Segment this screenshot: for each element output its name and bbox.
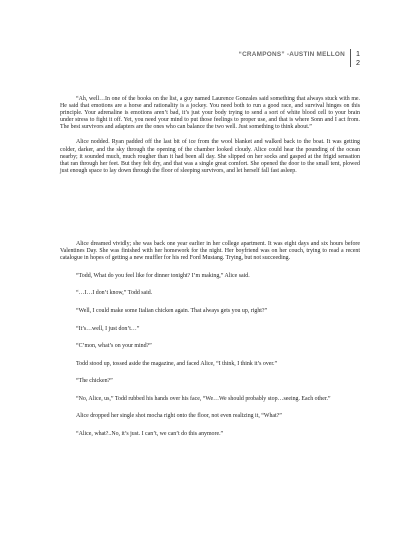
body-text bbox=[60, 96, 360, 438]
running-title: “CRAMPONS” -AUSTIN MELLON bbox=[238, 51, 345, 58]
page-number-1: 1 bbox=[356, 49, 360, 58]
page-number-block bbox=[350, 49, 360, 67]
dialogue-line: “The chicken?” bbox=[76, 378, 113, 385]
page-header bbox=[239, 49, 360, 67]
dialogue-line: Todd stood up, tossed aside the magazine, and faced Alice, “I think, I think it’s over.” bbox=[76, 360, 278, 367]
page-number-2: 2 bbox=[356, 58, 360, 67]
dialogue-line: “It’s…well, I just don’t…” bbox=[76, 325, 140, 332]
paragraph: Alice dreamed vividly; she was back one year earlier in her college apartment. It was eight days and six hours before Valentines Day. She was finished with her homework for the night. Her boyfriend was on her couch, trying to read a recent catalogue in hopes of getting a new muffler for his red Ford Mustang. Trying, but not succeeding. bbox=[60, 240, 360, 262]
paragraph: “Ah, well…In one of the books on the list, a guy named Laurence Gonzales said something that always stuck with me. He said that emotions are a horse and rationality is a jockey. You need both to run a good race, and survival hinges on this principle. Your adrenaline is emotions aren’t bad, it’s just your body trying to send a sort of white blood cell to your brain under stress to fight it off. Yet, you need your mind to put those feelings to proper use, and that is where Sonn and I act from. The best survivors and adapters are the ones who can balance the two well. Just something to think about.” bbox=[60, 96, 360, 131]
dialogue-line: “Alice, what?..No, it’s just. I can’t, we can’t do this anymore.” bbox=[76, 431, 224, 438]
dialogue-line: Alice dropped her single shot mocha right onto the floor, not even realizing it, “What?” bbox=[76, 413, 282, 420]
dialogue-line: “…I…I don’t know,” Todd said. bbox=[76, 290, 153, 297]
dialogue-line: “C’mon, what’s on your mind?” bbox=[76, 343, 152, 350]
dialogue-line: “Well, I could make some Italian chicken again. That always gets you up, right?” bbox=[76, 307, 268, 314]
paragraph: Alice nodded. Ryan padded off the last bit of ice from the wool blanket and walked back to the boat. It was getting colder, darker, and the sky through the opening of the chamber looked cloudy. Alice could hear the pounding of the ocean nearby; it sounded much, much rougher than it had been all day. She slipped on her socks and gasped at the frigid sensation that ran through her feet. But they felt dry, and that was a single great comfort. She opened the door to the small tent, plowed just enough space to lay down through the floor of sleeping survivors, and let herself fall fast asleep. bbox=[60, 139, 360, 174]
dialogue-line: “Todd, What do you feel like for dinner tonight? I’m making,” Alice said. bbox=[76, 272, 250, 279]
dialogue-line: “No, Alice, us,” Todd rubbed his hands over his face, “We…We should probably stop…seeing. Each other.” bbox=[76, 395, 331, 402]
